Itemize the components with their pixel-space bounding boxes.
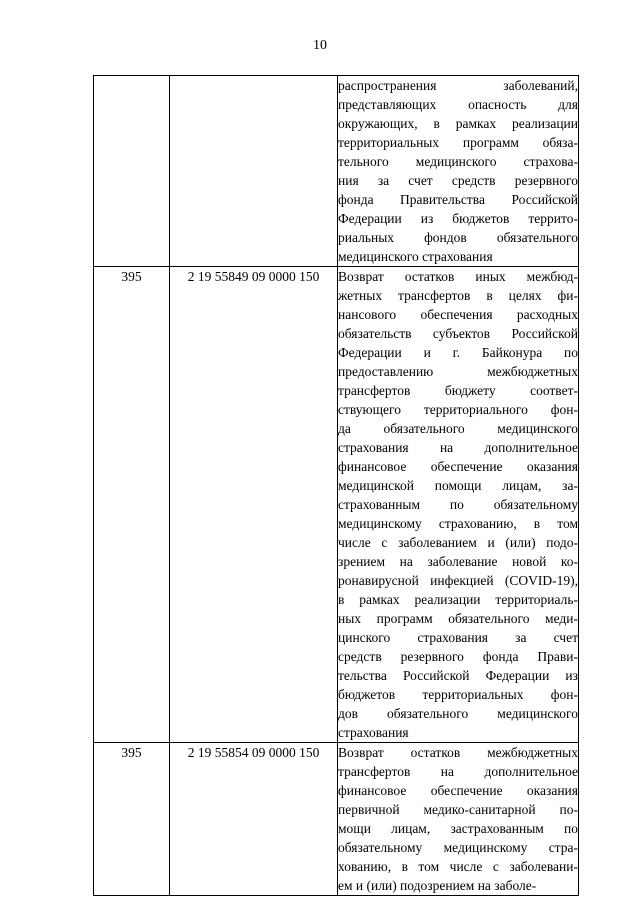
description-cell <box>338 76 579 267</box>
description-line: страхованным по обязательному <box>338 497 578 512</box>
description-line: медицинского страхования <box>338 249 493 264</box>
description-line: Возврат остатков иных межбюд- <box>338 269 578 284</box>
description-line: Федерации и г. Байконура по <box>338 345 578 360</box>
description-line: числе с заболеванием и (или) подо- <box>338 535 578 550</box>
description-line: в рамках реализации территориаль- <box>338 592 578 607</box>
description-line: мощи лицам, застрахованным по <box>338 821 578 836</box>
description-line: предоставлению межбюджетных <box>338 364 578 379</box>
description-line: тельного медицинского страхова- <box>338 154 578 169</box>
description-line: представляющих опасность для <box>338 97 578 112</box>
description-line: страхования на дополнительное <box>338 440 578 455</box>
description-line: жетных трансфертов в целях фи- <box>338 288 578 303</box>
description-line: да обязательного медицинского <box>338 421 578 436</box>
table-row <box>94 76 579 267</box>
description-line: медицинскому страхованию, в том <box>338 516 578 531</box>
description-line: ных программ обязательного меди- <box>338 611 578 626</box>
description-line: первичной медико-санитарной по- <box>338 802 578 817</box>
description-line: хованию, в том числе с заболевани- <box>338 859 578 874</box>
description-line: ронавирусной инфекцией (COVID-19), <box>338 573 578 588</box>
description-line: трансфертов на дополнительное <box>338 764 578 779</box>
admin-code-cell: 395 <box>94 267 170 743</box>
description-line: дов обязательного медицинского <box>338 706 578 721</box>
table-body <box>94 76 579 896</box>
description-line: окружающих, в рамках реализации <box>338 116 578 131</box>
description-line: цинского страхования за счет <box>338 630 578 645</box>
description-line: Федерации из бюджетов террито- <box>338 211 578 226</box>
description-line: ния за счет средств резервного <box>338 173 578 188</box>
description-line: обязательному медицинскому стра- <box>338 840 578 855</box>
table-row <box>94 267 579 743</box>
description-line: страхования <box>338 725 409 740</box>
description-line: территориальных программ обяза- <box>338 135 578 150</box>
description-cell <box>338 267 579 743</box>
kbk-code-cell <box>170 76 338 267</box>
description-line: тельства Российской Федерации из <box>338 668 578 683</box>
description-line: средств резервного фонда Прави- <box>338 649 578 664</box>
description-line: ем и (или) подозрением на заболе- <box>338 878 537 893</box>
description-line: Возврат остатков межбюджетных <box>338 745 578 760</box>
description-cell <box>338 743 579 896</box>
description-line: ствующего территориального фон- <box>338 402 578 417</box>
description-line: фонда Правительства Российской <box>338 192 578 207</box>
description-line: зрением на заболевание новой ко- <box>338 554 578 569</box>
description-line: обязательств субъектов Российской <box>338 326 578 341</box>
description-line: финансовое обеспечение оказания <box>338 459 578 474</box>
budget-codes-table <box>93 75 579 896</box>
description-line: нансового обеспечения расходных <box>338 307 578 322</box>
description-line: бюджетов территориальных фон- <box>338 687 578 702</box>
description-line: распространения заболеваний, <box>338 78 578 93</box>
admin-code-cell <box>94 76 170 267</box>
description-line: трансфертов бюджету соответ- <box>338 383 578 398</box>
page-number: 10 <box>313 38 327 53</box>
kbk-code-cell: 2 19 55849 09 0000 150 <box>170 267 338 743</box>
kbk-code-cell: 2 19 55854 09 0000 150 <box>170 743 338 896</box>
description-line: медицинской помощи лицам, за- <box>338 478 578 493</box>
admin-code-cell: 395 <box>94 743 170 896</box>
table-row <box>94 743 579 896</box>
description-line: риальных фондов обязательного <box>338 230 578 245</box>
description-line: финансовое обеспечение оказания <box>338 783 578 798</box>
